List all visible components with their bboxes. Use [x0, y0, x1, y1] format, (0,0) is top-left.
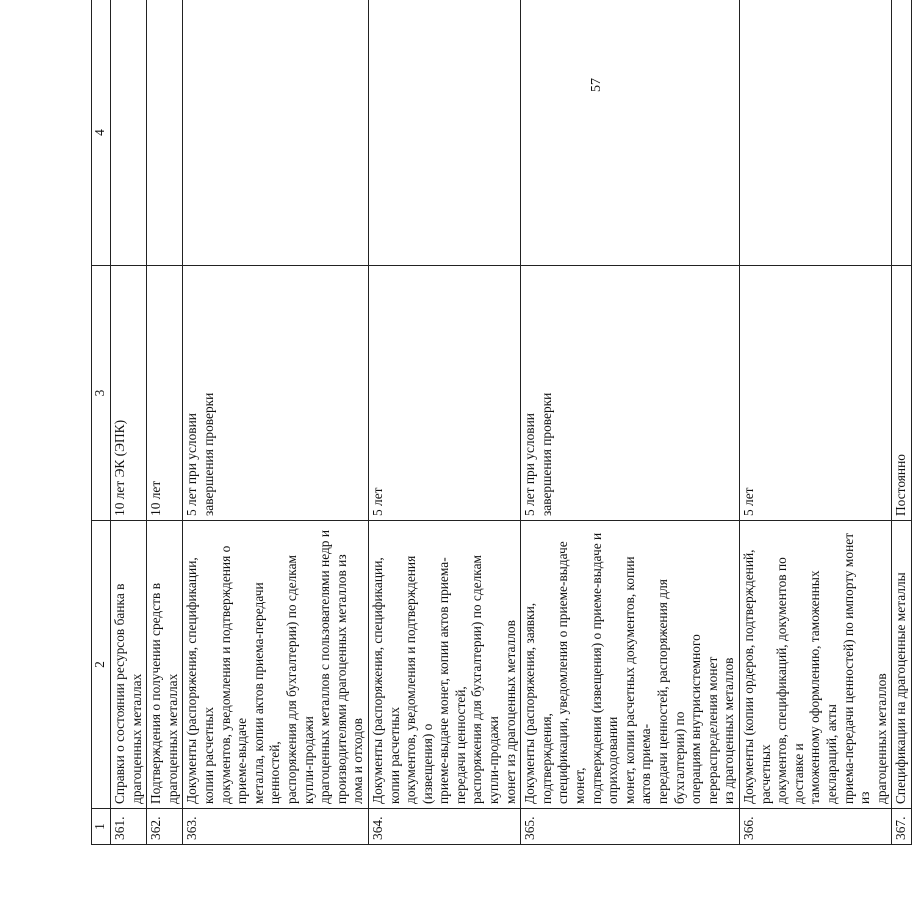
retention-term-cell: 10 лет ЭК (ЭПК) [111, 266, 147, 521]
note-cell [368, 0, 520, 266]
table-body [92, 0, 912, 845]
table-row [183, 0, 369, 845]
retention-term-cell: 5 лет при условии завершения проверки [183, 266, 369, 521]
table-row [147, 0, 183, 845]
retention-term-cell: 10 лет [147, 266, 183, 521]
page-number: 57 [589, 78, 604, 92]
document-description-cell: Документы (распоряжения, спецификации, копии расчетных документов, уведомления и подтверждения о приеме-выдаче металла, копии актов приема-передачи ценностей, распоряжения для бухгалтерии) по сделкам купли-продажи драгоценных металлов с пользователями недр и производителями драгоценных металлов из лома и отходов [183, 521, 369, 809]
table-row [892, 0, 912, 845]
row-number-cell: 365. [521, 809, 740, 845]
document-description-cell: Спецификации на драгоценные металлы [892, 521, 912, 809]
row-number-cell: 367. [892, 809, 912, 845]
table-row [368, 0, 520, 845]
document-description-cell: Документы (распоряжения, спецификации, копии расчетных документов, уведомления и подтверждения (извещения) о приеме-выдаче монет, копии актов приема-передачи ценностей, распоряжения для бухгалтерии) по сделкам купли-продажи монет из драгоценных металлов [368, 521, 520, 809]
note-cell [892, 0, 912, 266]
row-number-cell: 364. [368, 809, 520, 845]
table-row [521, 0, 740, 845]
header-cell-2: 2 [92, 521, 111, 809]
retention-term-cell: 5 лет [368, 266, 520, 521]
header-cell-4: 4 [92, 0, 111, 266]
header-cell-1: 1 [92, 809, 111, 845]
row-number-cell: 362. [147, 809, 183, 845]
note-cell [739, 0, 891, 266]
retention-table [91, 0, 912, 845]
retention-term-cell: 5 лет при условии завершения проверки [521, 266, 740, 521]
note-cell [111, 0, 147, 266]
note-cell [183, 0, 369, 266]
retention-term-cell: Постоянно [892, 266, 912, 521]
row-number-cell: 361. [111, 809, 147, 845]
document-description-cell: Документы (распоряжения, заявки, подтверждения, спецификации, уведомления о приеме-выдаче монет, подтверждения (извещения) о приеме-выдаче и оприходовании монет, копии расчетных документов, копии актов приема- передачи ценностей, распоряжения для бухгалтерии) по операциям внутрисистемного перераспределения монет из драгоценных металлов [521, 521, 740, 809]
retention-term-cell: 5 лет [739, 266, 891, 521]
rotated-document-page [91, 0, 909, 845]
table-row [739, 0, 891, 845]
header-cell-3: 3 [92, 266, 111, 521]
document-description-cell: Документы (копии ордеров, подтверждений, расчетных документов, спецификаций, документов по доставке и таможенному оформлению, таможенных деклараций, акты приема-передачи ценностей) по импорту монет из драгоценных металлов [739, 521, 891, 809]
table-header-row [92, 0, 111, 845]
note-cell [147, 0, 183, 266]
document-description-cell: Подтверждения о получении средств в драгоценных металлах [147, 521, 183, 809]
table-row [111, 0, 147, 845]
row-number-cell: 366. [739, 809, 891, 845]
document-description-cell: Справки о состоянии ресурсов банка в драгоценных металлах [111, 521, 147, 809]
note-cell [521, 0, 740, 266]
row-number-cell: 363. [183, 809, 369, 845]
